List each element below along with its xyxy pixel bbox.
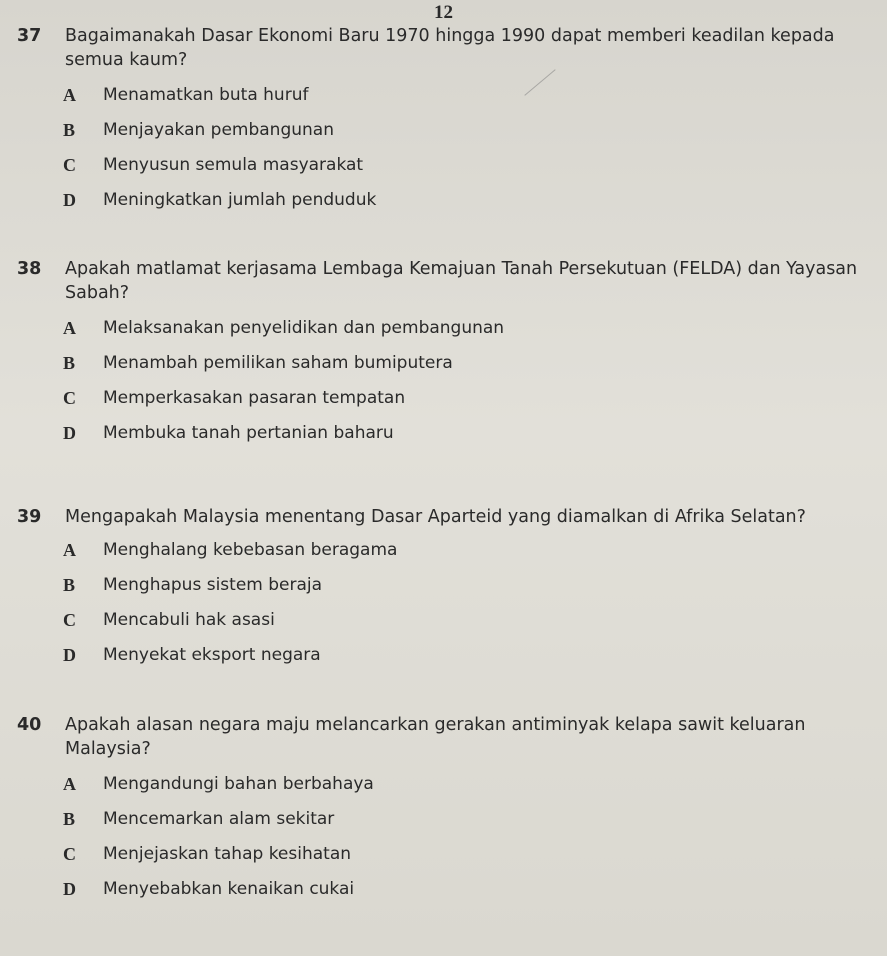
question-39 [17, 505, 877, 679]
question-text: Mengapakah Malaysia menentang Dasar Aparteid yang diamalkan di Afrika Selatan? [65, 507, 806, 527]
option-text: Meningkatkan jumlah penduduk [103, 190, 377, 210]
question-text: Bagaimanakah Dasar Ekonomi Baru 1970 hingga 1990 dapat memberi keadilan kepada semua kaum? [65, 26, 835, 70]
option-letter: B [63, 120, 76, 140]
option-text: Menjayakan pembangunan [103, 120, 334, 140]
option-letter: B [63, 575, 76, 595]
option-b[interactable] [63, 808, 877, 843]
option-c[interactable] [63, 609, 877, 644]
option-letter: D [63, 645, 76, 665]
option-c[interactable] [63, 387, 877, 422]
question-text: Apakah matlamat kerjasama Lembaga Kemajuan Tanah Persekutuan (FELDA) dan Yayasan Sabah? [65, 259, 858, 303]
option-text: Memperkasakan pasaran tempatan [103, 388, 406, 408]
option-c[interactable] [63, 843, 877, 878]
option-text: Menamatkan buta huruf [103, 85, 309, 105]
option-d[interactable] [63, 878, 877, 913]
option-text: Menyusun semula masyarakat [103, 155, 364, 175]
option-d[interactable] [63, 189, 877, 224]
option-letter: C [63, 155, 76, 175]
option-letter: D [63, 190, 76, 210]
option-a[interactable] [63, 539, 877, 574]
option-d[interactable] [63, 644, 877, 679]
option-b[interactable] [63, 119, 877, 154]
option-letter: C [63, 844, 76, 864]
option-letter: A [63, 85, 76, 105]
option-a[interactable] [63, 773, 877, 808]
question-40 [17, 713, 877, 913]
option-letter: A [63, 318, 76, 338]
option-c[interactable] [63, 154, 877, 189]
answer-options [17, 84, 877, 224]
option-letter: A [63, 774, 76, 794]
option-a[interactable] [63, 84, 877, 119]
option-letter: C [63, 610, 76, 630]
answer-options [17, 773, 877, 913]
question-number: 38 [17, 259, 42, 279]
question-number: 40 [17, 715, 42, 735]
question-number: 39 [17, 507, 42, 527]
option-letter: C [63, 388, 76, 408]
option-text: Menyebabkan kenaikan cukai [103, 879, 355, 899]
option-letter: A [63, 540, 76, 560]
option-text: Menambah pemilikan saham bumiputera [103, 353, 453, 373]
option-b[interactable] [63, 352, 877, 387]
option-letter: D [63, 879, 76, 899]
option-text: Melaksanakan penyelidikan dan pembangunan [103, 318, 505, 338]
option-text: Menjejaskan tahap kesihatan [103, 844, 352, 864]
option-letter: B [63, 353, 76, 373]
option-letter: D [63, 423, 76, 443]
answer-options [17, 539, 877, 679]
question-number: 37 [17, 26, 42, 46]
question-37 [17, 24, 877, 224]
option-text: Mencemarkan alam sekitar [103, 809, 335, 829]
option-text: Mencabuli hak asasi [103, 610, 275, 630]
option-letter: B [63, 809, 76, 829]
page-number: 12 [434, 2, 453, 23]
option-text: Menghalang kebebasan beragama [103, 540, 398, 560]
question-text: Apakah alasan negara maju melancarkan gerakan antiminyak kelapa sawit keluaran Malaysia? [65, 715, 806, 759]
option-d[interactable] [63, 422, 877, 457]
option-text: Membuka tanah pertanian baharu [103, 423, 394, 443]
answer-options [17, 317, 877, 457]
option-a[interactable] [63, 317, 877, 352]
option-text: Mengandungi bahan berbahaya [103, 774, 374, 794]
option-text: Menyekat eksport negara [103, 645, 321, 665]
option-b[interactable] [63, 574, 877, 609]
option-text: Menghapus sistem beraja [103, 575, 323, 595]
question-38 [17, 257, 877, 457]
